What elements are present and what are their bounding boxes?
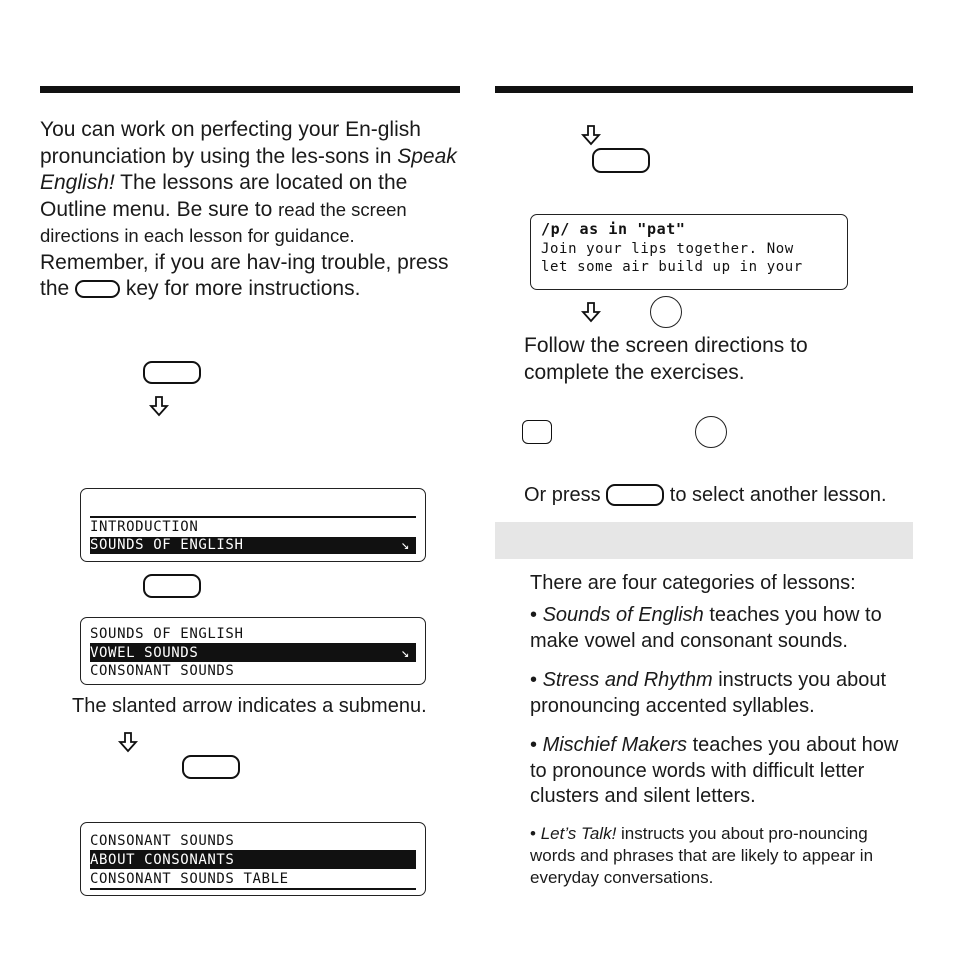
down-arrow-icon (117, 731, 139, 753)
bullet-text: instructs you about pro-nouncing words and phrases that are likely to appear in everyday conversations. (530, 824, 874, 887)
lesson-screen (530, 214, 848, 290)
help-key-icon (75, 280, 120, 298)
bullet-text: teaches you about how to pronounce words with difficult letter clusters and silent letters. (530, 734, 899, 807)
round-key-icon (695, 416, 727, 448)
intro-text-2: The lessons are located on the Outline menu. Be sure to (40, 171, 408, 221)
lesson-line-1: Join your lips together. Now (541, 241, 794, 257)
small-key-icon (522, 420, 552, 444)
round-key-icon (650, 296, 682, 328)
menu-item-about-consonants[interactable]: ABOUT CONSONANTS (90, 852, 416, 869)
left-header-rule (40, 86, 460, 93)
menu-item-label: VOWEL SOUNDS (90, 645, 199, 661)
bullet: • (530, 734, 538, 756)
intro-paragraph (40, 117, 465, 303)
lesson-line-2: let some air build up in your (541, 259, 803, 275)
or-press-before: Or press (524, 484, 607, 506)
intro-text-1: You can work on perfecting your En-glish pronunciation by using the les-sons in (40, 118, 421, 168)
sounds-of-english-screen (80, 617, 426, 685)
bullet: • (530, 604, 538, 626)
screen-heading: SOUNDS OF ENGLISH (90, 626, 244, 642)
lesson-heading: /p/ as in "pat" (541, 221, 686, 238)
list-item (530, 733, 915, 810)
menu-item-vowel-sounds[interactable] (90, 645, 416, 662)
bullet-title: Mischief Makers (542, 734, 688, 756)
section-header-band (495, 522, 913, 559)
menu-item-sounds-of-english[interactable] (90, 537, 416, 554)
enter-key-icon (143, 574, 201, 598)
list-item (530, 823, 915, 889)
screen-heading: CONSONANT SOUNDS (90, 833, 235, 849)
intro-text-3: Remember, if you are hav-ing trouble, press the (40, 250, 449, 300)
list-item (530, 603, 915, 654)
bullet: • (530, 824, 536, 843)
menu-item-label: SOUNDS OF ENGLISH (90, 537, 244, 553)
bullet-title: Sounds of English (542, 604, 704, 626)
submenu-note: The slanted arrow indicates a submenu. (72, 695, 427, 717)
screen-tab-row (90, 498, 416, 515)
intro-text-4: key for more instructions. (120, 277, 361, 300)
enter-key-icon (592, 148, 650, 173)
categories-intro: There are four categories of lessons: (530, 572, 856, 594)
down-arrow-icon (148, 395, 170, 417)
down-arrow-icon (580, 301, 602, 323)
bullet-title: Stress and Rhythm (542, 669, 713, 691)
outline-menu-screen (80, 488, 426, 562)
or-press-text (524, 483, 887, 507)
submenu-arrow-icon: ↘ (400, 645, 410, 661)
enter-key-icon (182, 755, 240, 779)
bullet-text: instructs you about pronouncing accented syllables. (530, 669, 887, 717)
bullet: • (530, 669, 538, 691)
menu-item-consonant-sounds[interactable]: CONSONANT SOUNDS (90, 663, 235, 679)
menu-key-icon (143, 361, 201, 384)
product-title: Speak English! (40, 144, 457, 194)
menu-item-introduction[interactable]: INTRODUCTION (90, 519, 199, 535)
right-header-rule (495, 86, 913, 93)
menu-item-consonant-sounds-table[interactable]: CONSONANT SOUNDS TABLE (90, 871, 289, 887)
back-key-icon (606, 484, 664, 506)
follow-directions-text: Follow the screen directions to complete the exercises. (524, 334, 808, 384)
submenu-arrow-icon: ↘ (400, 537, 410, 553)
list-item (530, 668, 915, 719)
intro-text-small: read the screen directions in each lesson for guidance. (40, 198, 407, 246)
down-arrow-icon (580, 124, 602, 146)
or-press-after: to select another lesson. (664, 484, 887, 506)
consonant-sounds-screen (80, 822, 426, 896)
bullet-text: teaches you how to make vowel and consonant sounds. (530, 604, 882, 652)
bullet-title: Let’s Talk! (540, 824, 617, 843)
